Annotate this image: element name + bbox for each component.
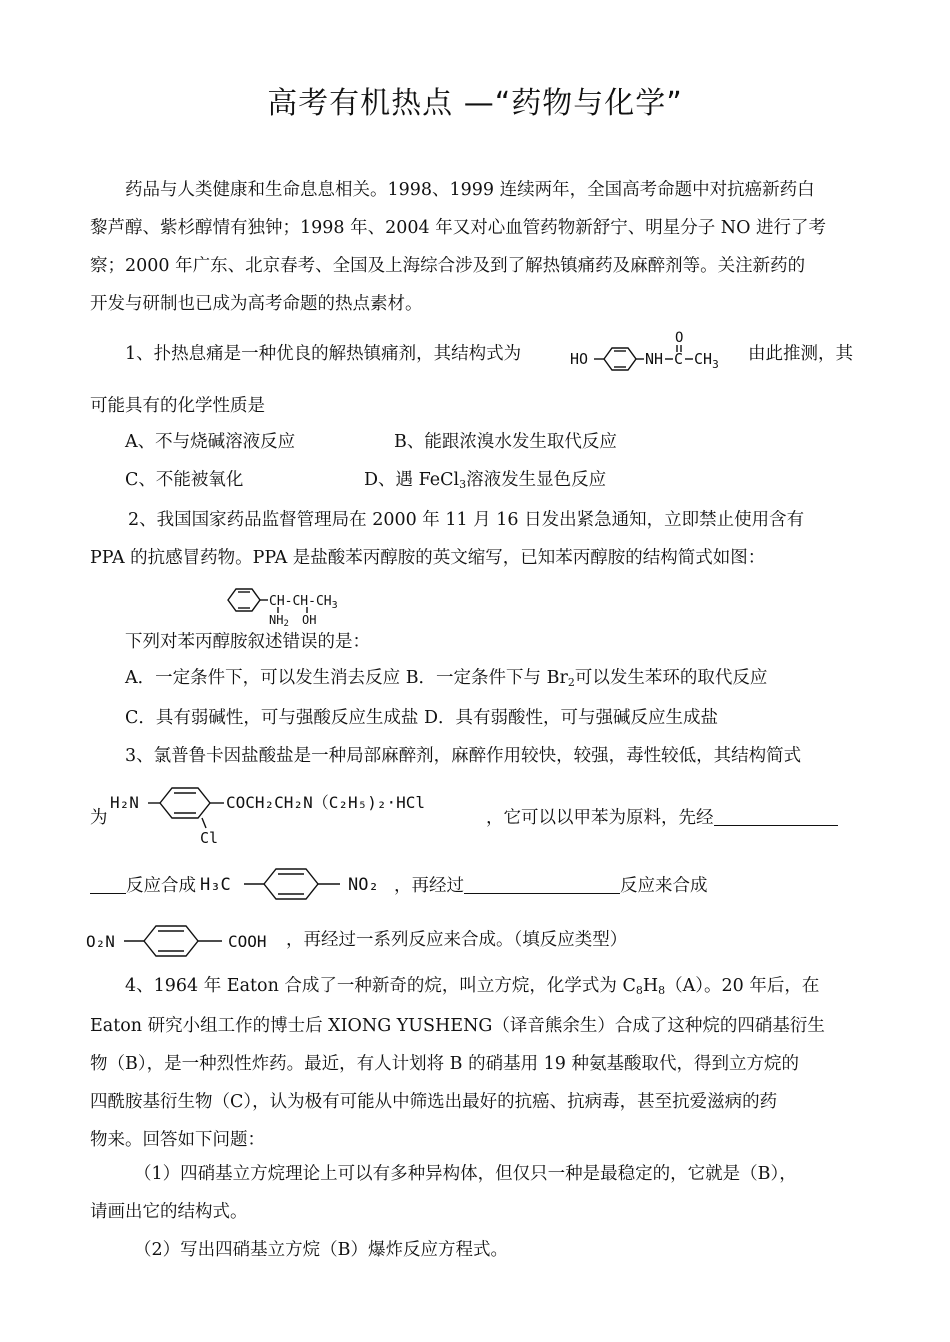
q3-cl-label: Cl [200,829,219,847]
intro-line-1: 药品与人类健康和生命息息相关。1998、1999 连续两年，全国高考命题中对抗癌新药白 [125,180,815,200]
svg-text:CH3 [694,350,719,371]
q3-o2n-label: O₂N [86,932,115,951]
q2-prompt: 下列对苯丙醇胺叙述错误的是： [125,632,370,652]
q2-line-2: PPA 的抗感冒药物。PPA 是盐酸苯丙醇胺的英文缩写，已知苯丙醇胺的结构简式如图： [90,548,766,568]
q3-line-1: 3、氯普鲁卡因盐酸盐是一种局部麻醉剂，麻醉作用较快，较强，毒性较低，其结构简式 [125,746,802,766]
q3-cooh-label: COOH [228,932,267,951]
q2-chain-label: CH-CH-CH [269,594,332,609]
q2-options-cd: C．具有弱碱性，可与强酸反应生成盐 D．具有弱酸性，可与强碱反应生成盐 [125,708,718,728]
page-title: 高考有机热点 —“药物与化学” [267,86,683,121]
q4-subquestion-1-cont: 请画出它的结构式。 [90,1202,248,1222]
q1-option-c: C、不能被氧化 [125,470,244,490]
svg-text:CH-CH-CH3: $CH-CH-CH_3$ [269,594,338,611]
q3-after-structure: ，它可以以甲苯为原料，先经 [486,806,838,830]
q3-chain-label: COCH₂CH₂N（C₂H₅)₂·HCl [226,793,426,812]
q1-paracetamol-structure [570,330,740,378]
q2-options-ab: A．一定条件下，可以发生消去反应 B．一定条件下与 $Br_2$可以发生苯环的取代反应 [125,668,768,689]
q1-nh-label: NH [645,350,664,368]
q1-option-d: D、遇 FeCl$_3$溶液发生显色反应 [364,470,607,491]
q4-line-2: Eaton 研究小组工作的博士后 XIONG YUSHENG（译音熊余生）合成了这种烷的四硝基衍生 [90,1016,825,1036]
q3-nitrotoluene-structure [200,862,390,906]
q1-ho-label: HO [570,350,589,368]
q3-chloroprocaine-structure [110,780,490,848]
q4-line-4: 四酰胺基衍生物（C），认为极有可能从中筛选出最好的抗癌、抗病毒，甚至抗爱滋病的药 [90,1092,778,1112]
q3-line-3: 反应合成 [90,874,196,898]
q2-nh2-label: NH [269,613,284,627]
svg-text:NH2: NH2 [269,613,289,629]
q4-subquestion-1: （1）四硝基立方烷理论上可以有多种异构体，但仅只一种是最稳定的，它就是（B）， [134,1164,797,1184]
q4-line-5: 物来。回答如下问题： [90,1130,265,1150]
q2-ppa-structure [226,584,366,629]
q3-blank-2[interactable] [464,875,620,894]
q3-no2-label: NO₂ [348,875,379,895]
q4-line-3: 物（B），是一种烈性炸药。最近，有人计划将 B 的硝基用 19 种氨基酸取代，得到立方烷的 [90,1054,799,1074]
q1-stem-b: 由此推测，其 [748,344,853,364]
q3-blank-1[interactable] [714,807,838,826]
q1-stem-a: 1、扑热息痛是一种优良的解热镇痛剂，其结构式为 [125,344,522,364]
q3-blank-1-cont[interactable] [90,875,126,894]
q1-option-a: A、不与烧碱溶液反应 [125,432,296,452]
q4-subquestion-2: （2）写出四硝基立方烷（B）爆炸反应方程式。 [134,1240,508,1260]
q3-line-4: ，再经过一系列反应来合成。（填反应类型） [286,930,628,950]
q2-oh-label: OH [302,613,317,627]
intro-line-3: 察；2000 年广东、北京春考、全国及上海综合涉及到了解热镇痛药及麻醉剂等。关注新药的 [90,256,806,276]
q3-nitrobenzoic-acid-structure [86,920,296,964]
q1-o-label: O [675,330,684,346]
q3-h2n-label: H₂N [110,793,139,812]
q1-ch3-label: CH [694,350,713,368]
q3-line-3-mid: ，再经过 反应来合成 [394,876,708,896]
q1-stem-c: 可能具有的化学性质是 [90,396,265,416]
q3-h3c-label: H₃C [200,875,231,895]
q4-line-1: 4、1964 年 Eaton 合成了一种新奇的烷，叫立方烷，化学式为 $C_8H_8(A)$。20 年后，在 [125,976,820,997]
intro-line-2: 黎芦醇、紫杉醇情有独钟；1998 年、2004 年又对心血管药物新舒宁、明星分子 NO 进行了考 [90,218,826,238]
q2-line-1: 2、我国国家药品监督管理局在 2000 年 11 月 16 日发出紧急通知，立即禁止使用含有 [128,510,805,530]
q3-wei: 为 [90,808,108,828]
q1-ch3-sub: 3 [712,358,719,371]
q1-c-label: C [674,350,684,368]
q1-option-b: B、能跟浓溴水发生取代反应 [394,432,617,452]
intro-line-4: 开发与研制也已成为高考命题的热点素材。 [90,294,423,314]
